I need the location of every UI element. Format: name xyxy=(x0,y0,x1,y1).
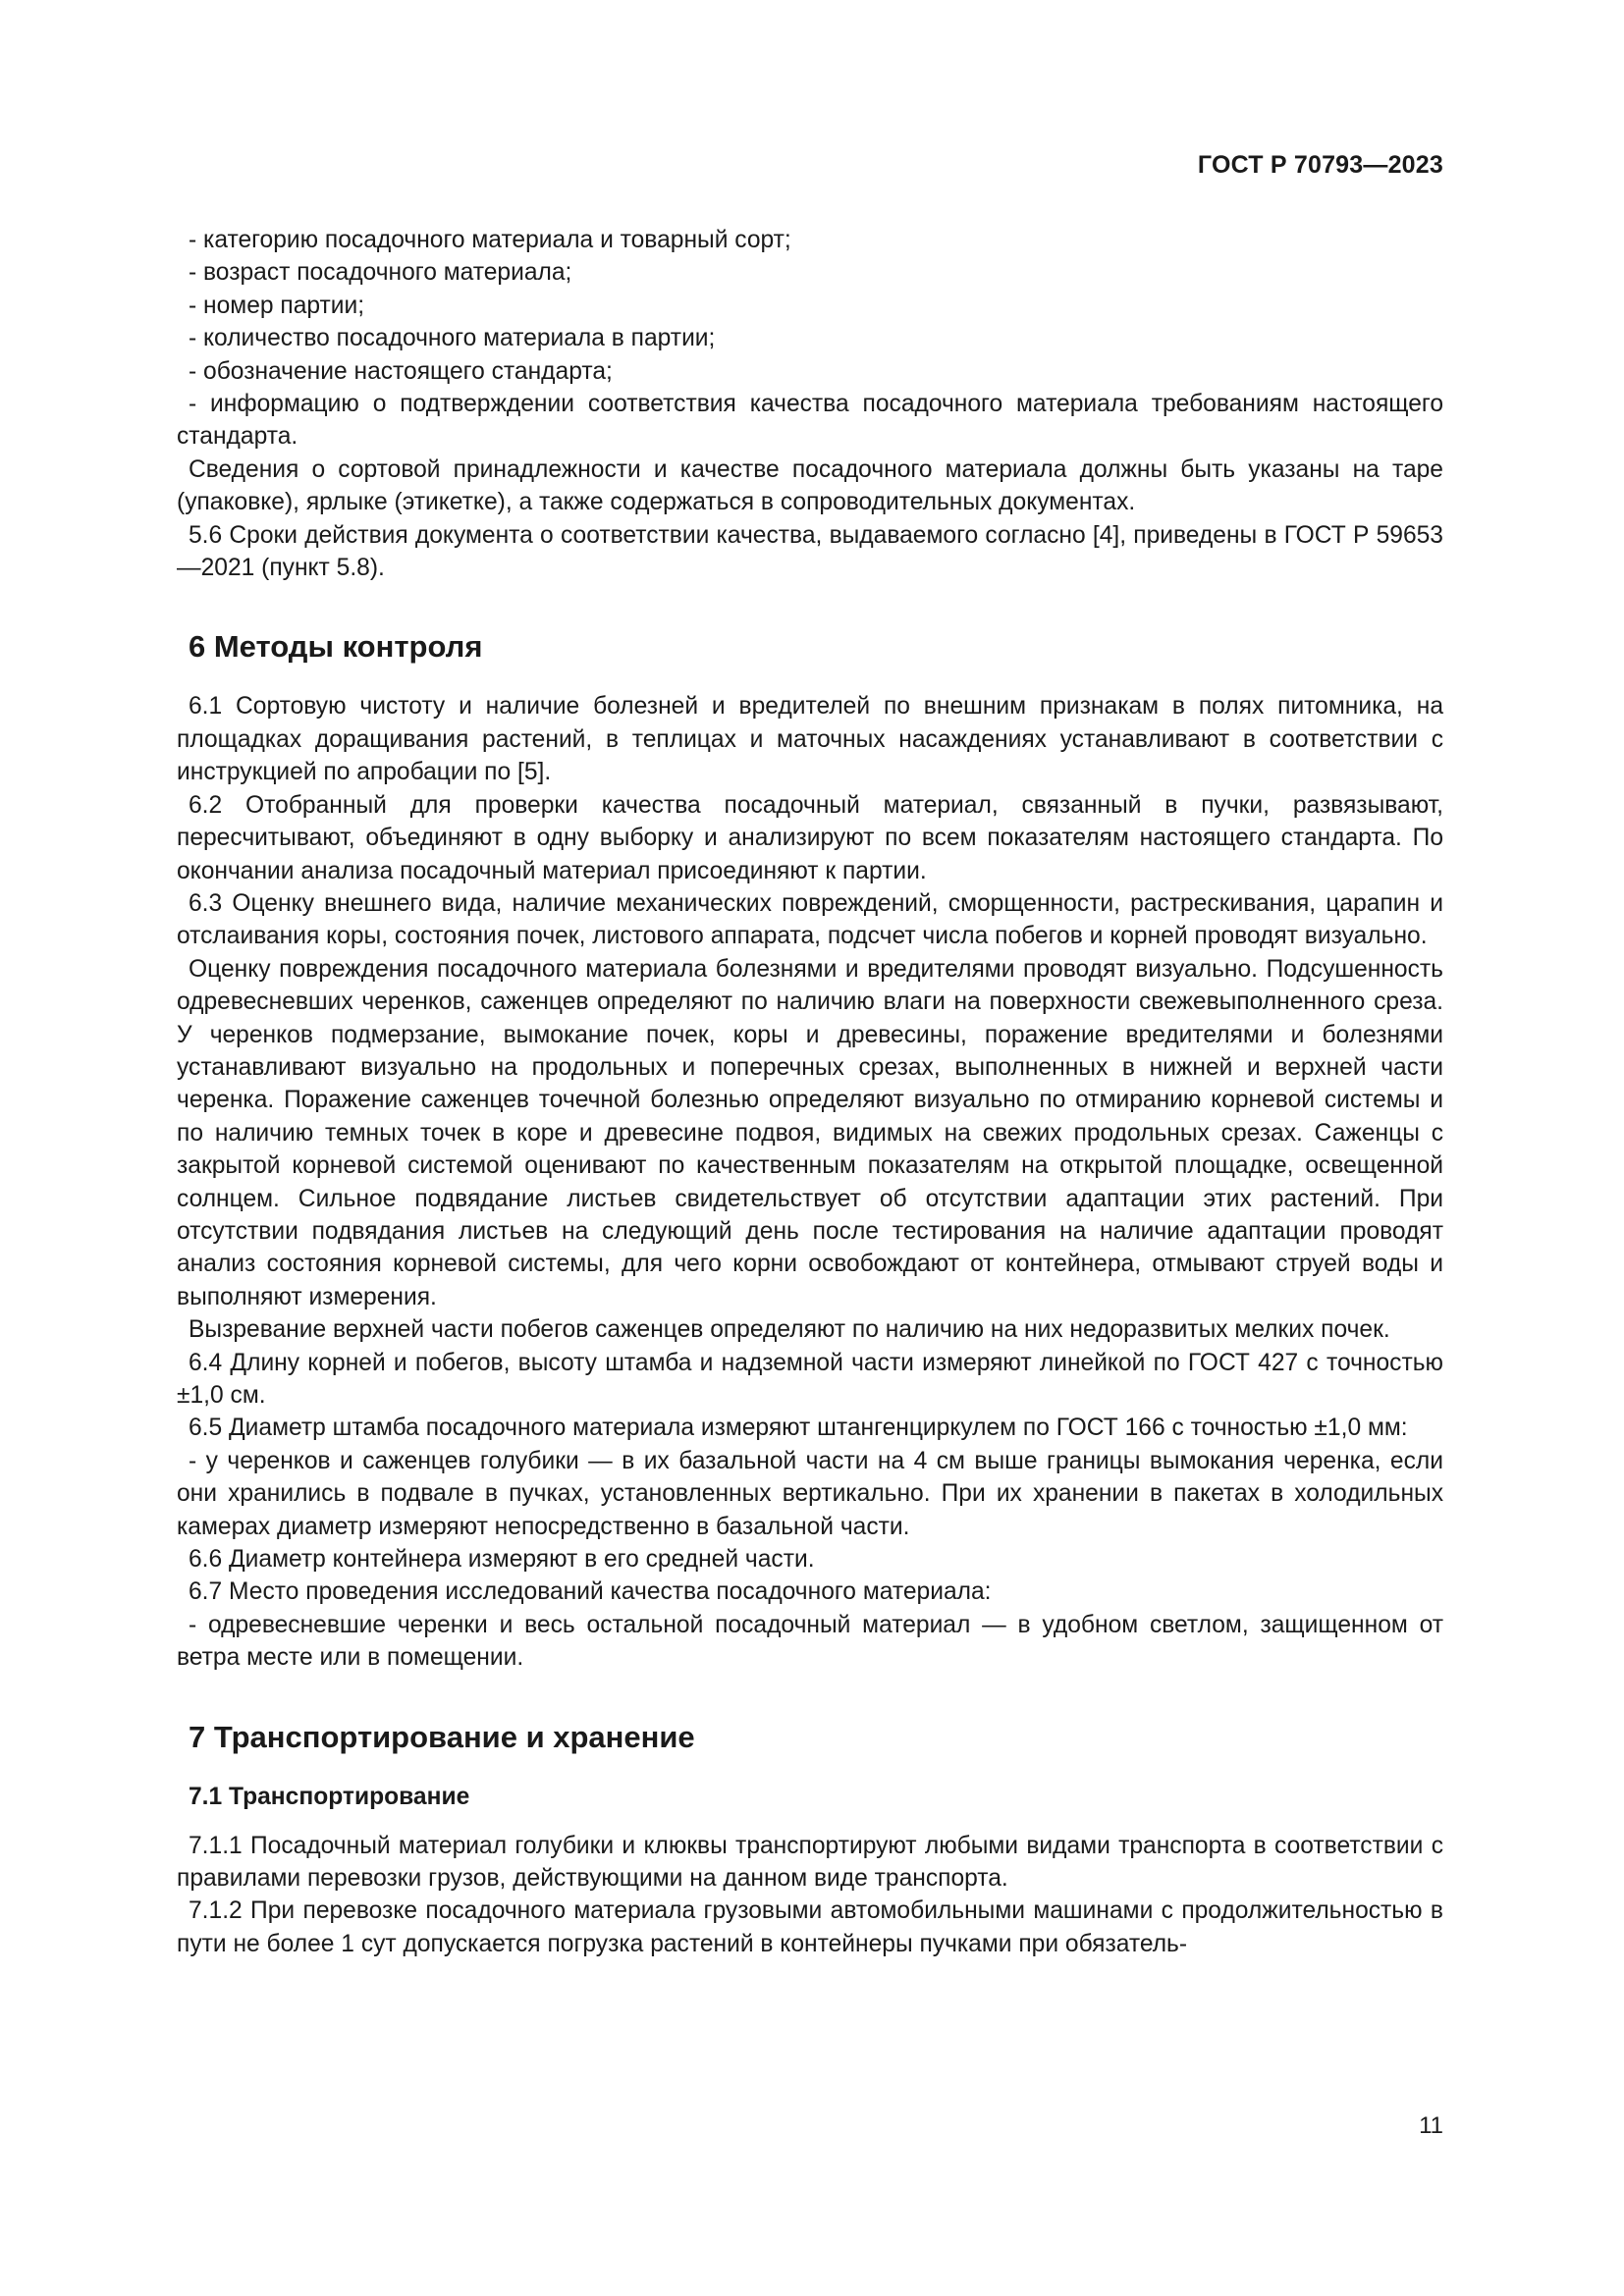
paragraph: Оценку повреждения посадочного материала болезнями и вредителями проводят визуально. Подсушенность одревесневших черенков, саженцев определяют по наличию влаги на поверхности свежевыполненного среза. У черенков подмерзание, вымокание почек, коры и древесины, поражение вредителями и болезнями устанавливают визуально на продольных и поперечных срезах, выполненных в нижней и верхней части черенка. Поражение саженцев точечной болезнью определяют визуально по отмиранию корневой системы и по наличию темных точек в коре и древесине подвоя, видимых на свежих продольных срезах. Саженцы с закрытой корневой системой оценивают по качественным показателям на открытой площадке, освещенной солнцем. Сильное подвядание листьев свидетельствует об отсутствии адаптации этих растений. При отсутствии подвядания листьев на следующий день после тестирования на наличие адаптации проводят анализ состояния корневой системы, для чего корни освобождают от контейнера, отмывают струей воды и выполняют измерения. xyxy=(177,955,1443,1310)
paragraph: 7.1.2 При перевозке посадочного материала грузовыми автомобильными машинами с продолжительностью в пути не более 1 сут допускается погрузка растений в контейнеры пучками при обязатель- xyxy=(177,1897,1443,1957)
paragraph: 6.7 Место проведения исследований качества посадочного материала: xyxy=(189,1578,992,1606)
list-item: - номер партии; xyxy=(189,292,365,319)
list-item: - категорию посадочного материала и товарный сорт; xyxy=(189,227,791,253)
list-item: - информацию о подтверждении соответствия качества посадочного материала требованиям настоящего стандарта. xyxy=(177,391,1443,451)
subsection-heading-7-1: 7.1 Транспортирование xyxy=(189,1783,470,1810)
section-heading-6: 6 Методы контроля xyxy=(189,629,483,665)
list-item: - возраст посадочного материала; xyxy=(189,259,572,287)
paragraph: 7.1.1 Посадочный материал голубики и клюквы транспортируют любыми видами транспорта в соответствии с правилами перевозки грузов, действующими на данном виде транспорта. xyxy=(177,1832,1443,1893)
page-number: 11 xyxy=(1419,2112,1443,2139)
paragraph: Сведения о сортовой принадлежности и качестве посадочного материала должны быть указаны на таре (упаковке), ярлыке (этикетке), а также содержаться в сопроводительных документах. xyxy=(177,455,1443,516)
page-content xyxy=(177,224,1443,1960)
paragraph: 5.6 Сроки действия документа о соответствии качества, выдаваемого согласно [4], приведены в ГОСТ Р 59653—2021 (пункт 5.8). xyxy=(177,521,1443,582)
list-item: - обозначение настоящего стандарта; xyxy=(189,357,613,385)
paragraph: 6.6 Диаметр контейнера измеряют в его средней части. xyxy=(189,1546,815,1574)
paragraph: - одревесневшие черенки и весь остальной посадочный материал — в удобном светлом, защищенном от ветра месте или в помещении. xyxy=(177,1611,1443,1672)
document-header: ГОСТ Р 70793—2023 xyxy=(1197,151,1443,179)
paragraph: Вызревание верхней части побегов саженцев определяют по наличию на них недоразвитых мелких почек. xyxy=(189,1316,1390,1344)
paragraph: 6.5 Диаметр штамба посадочного материала измеряют штангенциркулем по ГОСТ 166 с точностью ±1,0 мм: xyxy=(189,1415,1408,1442)
paragraph: 6.4 Длину корней и побегов, высоту штамба и надземной части измеряют линейкой по ГОСТ 427 с точностью ±1,0 см. xyxy=(177,1349,1443,1409)
paragraph: 6.3 Оценку внешнего вида, наличие механических повреждений, сморщенности, растрескивания, царапин и отслаивания коры, состояния почек, листового аппарата, подсчет числа побегов и корней проводят визуально. xyxy=(177,889,1443,950)
paragraph: 6.1 Сортовую чистоту и наличие болезней и вредителей по внешним признакам в полях питомника, на площадках доращивания растений, в теплицах и маточных насаждениях устанавливают в соответствии с инструкцией по апробации по [5]. xyxy=(177,693,1443,786)
section-heading-7: 7 Транспортирование и хранение xyxy=(189,1719,695,1754)
paragraph: - у черенков и саженцев голубики — в их базальной части на 4 см выше границы вымокания черенка, если они хранились в подвале в пучках, установленных вертикально. При их хранении в пакетах в холодильных камерах диаметр измеряют непосредственно в базальной части. xyxy=(177,1447,1443,1540)
paragraph: 6.2 Отобранный для проверки качества посадочный материал, связанный в пучки, развязывают, пересчитывают, объединяют в одну выборку и анализируют по всем показателям настоящего стандарта. По окончании анализа посадочный материал присоединяют к партии. xyxy=(177,791,1443,884)
list-item: - количество посадочного материала в партии; xyxy=(189,325,716,352)
